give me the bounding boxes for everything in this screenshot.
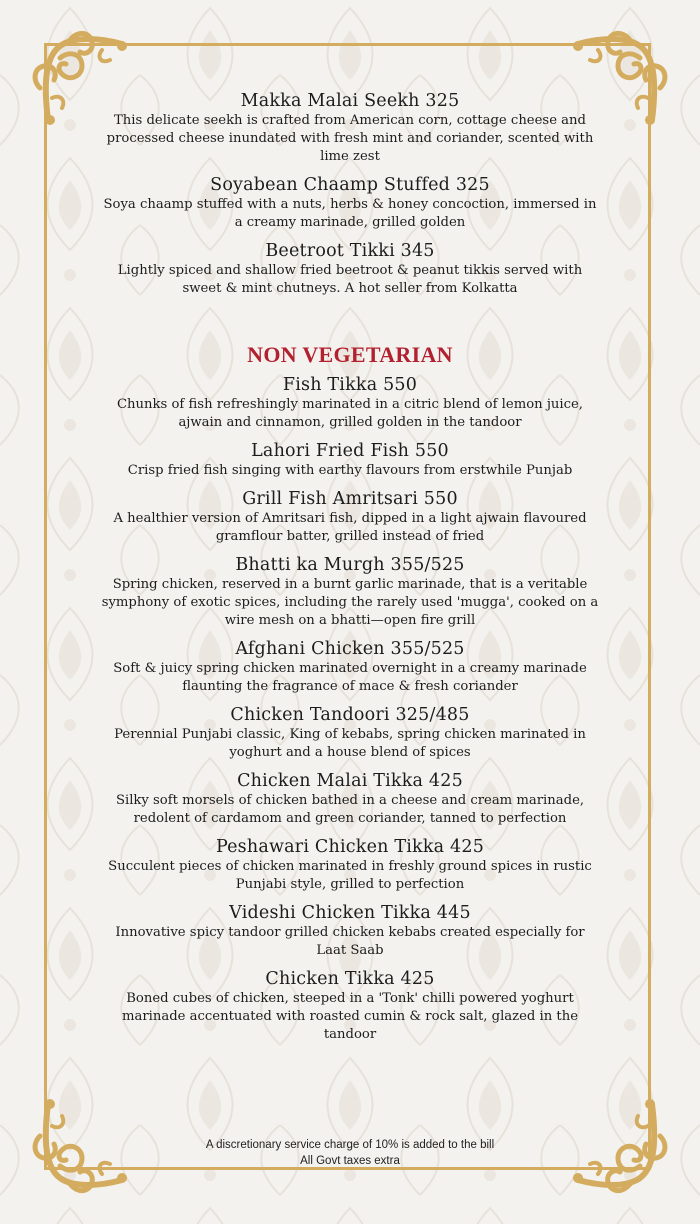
menu-item-description: This delicate seekh is crafted from American corn, cottage cheese and processed cheese inundated with fresh mint and coriander, scented with lime zest [106, 113, 594, 164]
menu-item-description: Succulent pieces of chicken marinated in freshly ground spices in rustic Punjabi style, grilled to perfection [108, 859, 592, 892]
menu-item-title: Peshawari Chicken Tikka 425 [215, 837, 485, 857]
menu-item-title: Videshi Chicken Tikka 445 [229, 903, 471, 923]
menu-item-description: A healthier version of Amritsari fish, dipped in a light ajwain flavoured gramflour batter, grilled instead of fried [113, 511, 587, 544]
menu-item-title: Makka Malai Seekh 325 [240, 91, 460, 111]
menu-item [100, 704, 600, 762]
taxes-note: All Govt taxes extra [300, 1155, 400, 1167]
menu-item-description: Boned cubes of chicken, steeped in a 'Tonk' chilli powered yoghurt marinade accentuated with roasted cumin & rock salt, glazed in the tandoor [121, 991, 579, 1042]
menu-item-description: Chunks of fish refreshingly marinated in a citric blend of lemon juice, ajwain and cinnamon, grilled golden in the tandoor [116, 397, 584, 430]
menu-item-title: Grill Fish Amritsari 550 [242, 489, 458, 509]
menu-item-title: Afghani Chicken 355/525 [235, 639, 465, 659]
menu-item-description: Crisp fried fish singing with earthy flavours from erstwhile Punjab [127, 463, 573, 478]
menu-item [100, 638, 600, 696]
service-charge-note: A discretionary service charge of 10% is added to the bill [205, 1139, 495, 1151]
menu-item [100, 836, 600, 894]
menu-item [100, 902, 600, 960]
menu-item-title: Fish Tikka 550 [282, 375, 418, 395]
menu-item [100, 554, 600, 630]
menu-item [100, 240, 600, 298]
menu-item [100, 488, 600, 546]
menu-item-description: Perennial Punjabi classic, King of kebabs, spring chicken marinated in yoghurt and a house blend of spices [114, 727, 586, 760]
section-heading-non-vegetarian: NON VEGETARIAN [247, 342, 453, 367]
menu-item-title: Chicken Tikka 425 [265, 969, 435, 989]
menu-item-title: Lahori Fried Fish 550 [251, 441, 449, 461]
menu-item-title: Chicken Tandoori 325/485 [230, 705, 470, 725]
menu-item-description: Lightly spiced and shallow fried beetroot & peanut tikkis served with sweet & mint chutneys. A hot seller from Kolkatta [117, 263, 583, 296]
menu-item [100, 90, 600, 166]
menu-item [100, 770, 600, 828]
menu-item-description: Soft & juicy spring chicken marinated overnight in a creamy marinade flaunting the fragrance of mace & fresh coriander [113, 661, 587, 694]
menu-item [100, 968, 600, 1044]
menu-item-description: Innovative spicy tandoor grilled chicken kebabs created especially for Laat Saab [115, 925, 585, 958]
menu-item-description: Silky soft morsels of chicken bathed in a cheese and cream marinade, redolent of cardamom and green coriander, tanned to perfection [115, 793, 585, 826]
footer-note [100, 1137, 600, 1169]
menu-item-description: Spring chicken, reserved in a burnt garlic marinade, that is a veritable symphony of exotic spices, including the rarely used 'mugga', cooked on a wire mesh on a bhatti—open fire grill [101, 577, 599, 628]
menu-item-title: Chicken Malai Tikka 425 [237, 771, 463, 791]
menu-item [100, 374, 600, 432]
menu-item-title: Soyabean Chaamp Stuffed 325 [210, 175, 490, 195]
menu-item [100, 174, 600, 232]
menu-item-title: Bhatti ka Murgh 355/525 [235, 555, 465, 575]
menu-item-title: Beetroot Tikki 345 [265, 241, 435, 261]
menu-item-description: Soya chaamp stuffed with a nuts, herbs & honey concoction, immersed in a creamy marinade, grilled golden [103, 197, 597, 230]
menu-content [100, 90, 600, 1052]
menu-item [100, 440, 600, 480]
